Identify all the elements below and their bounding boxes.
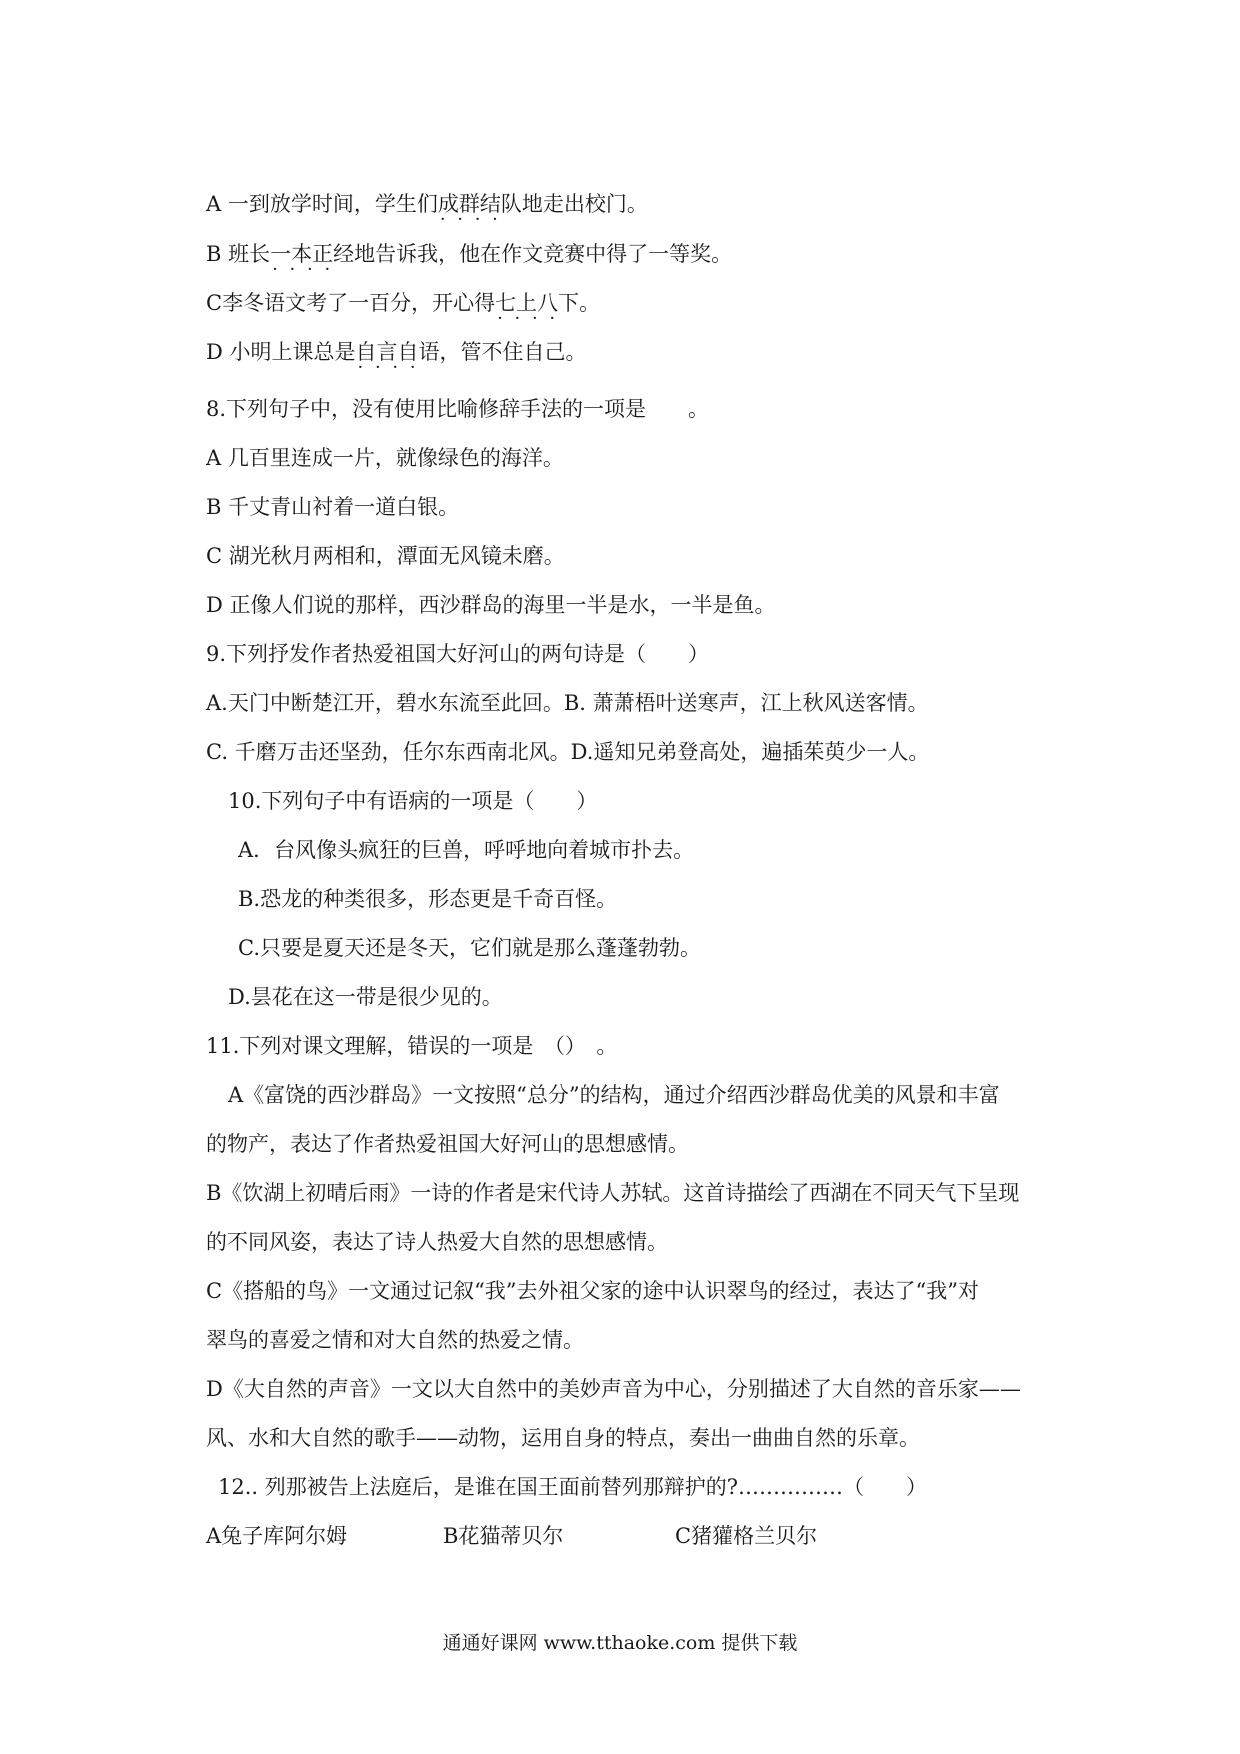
q8-option-c: C 湖光秋月两相和，潭面无风镜未磨。	[206, 544, 565, 568]
q10-option-c: C.只要是夏天还是冬天，它们就是那么蓬蓬勃勃。	[238, 936, 701, 960]
q7-option-c	[206, 289, 600, 317]
q11-option-b-line1: B《饮湖上初晴后雨》一诗的作者是宋代诗人苏轼。这首诗描绘了西湖在不同天气下呈现	[206, 1181, 1020, 1205]
q11-option-a-line1: A《富饶的西沙群岛》一文按照“总分”的结构，通过介绍西沙群岛优美的风景和丰富	[228, 1083, 1000, 1107]
q7-a-pre: A 一到放学时间，学生们	[206, 192, 438, 216]
q12-stem: 12.. 列那被告上法庭后，是谁在国王面前替列那辩护的?……………（ ）	[218, 1475, 928, 1499]
q10-option-a: A．台风像头疯狂的巨兽，呼呼地向着城市扑去。	[238, 838, 695, 862]
q12-option-b: B花猫蒂贝尔	[443, 1524, 564, 1548]
q7-b-post: 地告诉我，他在作文竞赛中得了一等奖。	[354, 242, 733, 266]
q11-option-d-line2: 风、水和大自然的歌手——动物，运用自身的特点，奏出一曲曲自然的乐章。	[206, 1426, 920, 1450]
q11-option-c-line1: C《搭船的鸟》一文通过记叙“我”去外祖父家的途中认识翠鸟的经过，表达了“我”对	[206, 1279, 980, 1303]
q12-option-c: C猪獾格兰贝尔	[675, 1524, 818, 1548]
q12-option-a: A兔子库阿尔姆	[206, 1524, 348, 1548]
q7-b-pre: B 班长	[206, 242, 271, 266]
q11-stem: 11.下列对课文理解，错误的一项是 （） 。	[206, 1034, 618, 1058]
q7-c-post: 。	[579, 291, 601, 315]
q7-a-idiom: 成群结队 · · · ·	[438, 190, 522, 218]
q7-b-idiom: 一本正经 · · · ·	[270, 240, 354, 268]
q8-option-d: D 正像人们说的那样，西沙群岛的海里一半是水，一半是鱼。	[206, 593, 776, 617]
q7-d-pre: D 小明上课总是	[206, 340, 356, 364]
q9-options-cd: C. 千磨万击还坚劲，任尔东西南北风。D.遥知兄弟登高处，遍插茱萸少一人。	[206, 740, 930, 764]
q9-stem: 9.下列抒发作者热爱祖国大好河山的两句诗是（ ）	[206, 642, 710, 666]
q11-option-b-line2: 的不同风姿，表达了诗人热爱大自然的思想感情。	[206, 1230, 668, 1254]
q7-option-a	[206, 190, 648, 218]
q7-c-idiom: 七上八下 · · · ·	[495, 289, 579, 317]
q7-option-d	[206, 338, 587, 366]
q10-option-d: D.昙花在这一带是很少见的。	[228, 985, 503, 1009]
q8-option-b: B 千丈青山衬着一道白银。	[206, 495, 460, 519]
q8-stem: 8.下列句子中，没有使用比喻修辞手法的一项是 。	[206, 397, 710, 421]
q11-option-c-line2: 翠鸟的喜爱之情和对大自然的热爱之情。	[206, 1328, 584, 1352]
page-footer: 通通好课网 www.tthaoke.com 提供下载	[442, 1632, 798, 1654]
q10-stem: 10.下列句子中有语病的一项是（ ）	[228, 789, 598, 813]
q7-d-idiom: 自言自语 · · · ·	[356, 338, 440, 366]
q10-option-b: B.恐龙的种类很多，形态更是千奇百怪。	[238, 887, 618, 911]
q7-c-pre: C李冬语文考了一百分，开心得	[206, 291, 496, 315]
q7-d-post: ，管不住自己。	[439, 340, 587, 364]
q7-option-b	[206, 240, 732, 268]
q8-option-a: A 几百里连成一片，就像绿色的海洋。	[206, 446, 564, 470]
q7-a-post: 地走出校门。	[521, 192, 648, 216]
q9-options-ab: A.天门中断楚江开，碧水东流至此回。B. 萧萧梧叶送寒声，江上秋风送客情。	[206, 691, 929, 715]
q11-option-a-line2: 的物产，表达了作者热爱祖国大好河山的思想感情。	[206, 1132, 689, 1156]
q11-option-d-line1: D《大自然的声音》一文以大自然中的美妙声音为中心，分别描述了大自然的音乐家——	[206, 1377, 1021, 1401]
